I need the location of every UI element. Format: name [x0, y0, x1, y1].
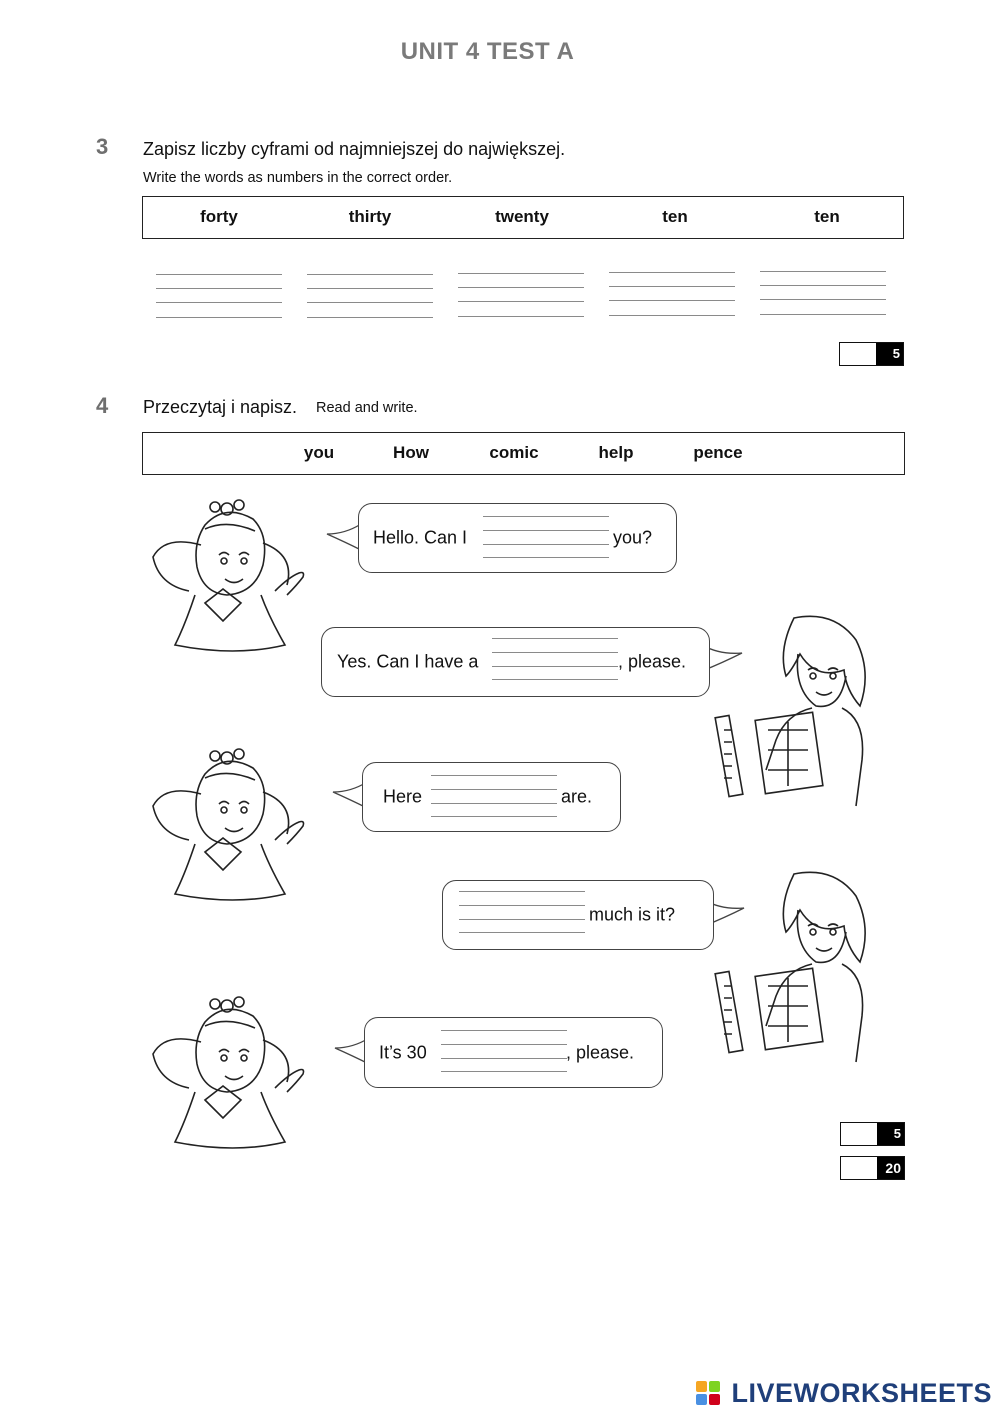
- word-ten-1: ten: [662, 207, 688, 226]
- answer-field-2[interactable]: [307, 274, 433, 320]
- exercise-4-number: 4: [96, 393, 109, 418]
- bubble-2-text-before: Yes. Can I have a: [337, 651, 479, 672]
- answer-field-1[interactable]: [156, 274, 282, 320]
- word-comic: comic: [489, 443, 539, 462]
- bubble-4-text-after: much is it?: [589, 904, 676, 925]
- exercise-3-number: 3: [96, 134, 109, 159]
- girl-illustration-1: [145, 495, 310, 655]
- word-pence: pence: [693, 443, 743, 462]
- girl-illustration-2: [145, 744, 310, 904]
- bubble-5-answer-field[interactable]: [441, 1030, 567, 1072]
- answer-field-5[interactable]: [760, 271, 886, 317]
- exercise-4-score-box: [840, 1122, 905, 1146]
- word-twenty: twenty: [495, 207, 549, 226]
- speech-bubble-2: [321, 627, 710, 697]
- page-title: UNIT 4 TEST A: [400, 38, 575, 65]
- exercise-4-instruction-en: Read and write.: [316, 400, 418, 416]
- bubble-1-text-after: you?: [613, 527, 653, 548]
- total-score: 20: [877, 1157, 904, 1179]
- bubble-2-answer-field[interactable]: [492, 638, 618, 680]
- exercise-3-instruction-en: Write the words as numbers in the correct order.: [143, 170, 453, 186]
- answer-field-4[interactable]: [609, 272, 735, 318]
- bubble-2-text-after: , please.: [618, 651, 687, 672]
- exercise-3-instruction-pl: Zapisz liczby cyframi od najmniejszej do największej.: [143, 139, 566, 159]
- word-ten-2: ten: [814, 207, 840, 226]
- exercise-3-word-box: [142, 196, 904, 239]
- speech-bubble-1: [358, 503, 677, 573]
- speech-bubble-3: [362, 762, 621, 832]
- exercise-4-instruction-pl: Przeczytaj i napisz.: [143, 397, 298, 417]
- word-how: How: [393, 443, 429, 462]
- shopkeeper-illustration-1: [716, 610, 876, 810]
- exercise-4-word-box: [142, 432, 905, 475]
- word-thirty: thirty: [348, 207, 392, 226]
- bubble-4-answer-field[interactable]: [459, 891, 585, 933]
- bubble-5-text-before: It’s 30: [379, 1042, 427, 1062]
- bubble-3-answer-field[interactable]: [431, 775, 557, 817]
- bubble-3-text-after: are.: [561, 786, 593, 807]
- total-score-box: [840, 1156, 905, 1180]
- bubble-5-text-after: , please.: [566, 1042, 635, 1062]
- bubble-3-text-before: Here: [383, 786, 423, 807]
- answer-field-3[interactable]: [458, 273, 584, 319]
- speech-bubble-4: [442, 880, 714, 950]
- word-you: you: [303, 443, 335, 462]
- bubble-1-answer-field[interactable]: [483, 516, 609, 558]
- liveworksheets-logo-icon: [696, 1381, 720, 1405]
- exercise-3-score: 5: [876, 343, 903, 365]
- exercise-3-score-box: [839, 342, 904, 366]
- liveworksheets-logo-text: LIVEWORKSHEETS: [731, 1378, 992, 1408]
- speech-bubble-5: [364, 1017, 663, 1088]
- bubble-1-text-before: Hello. Can I: [373, 527, 468, 548]
- word-forty: forty: [200, 207, 238, 226]
- exercise-4-score: 5: [877, 1123, 904, 1145]
- word-help: help: [598, 443, 634, 462]
- girl-illustration-3: [145, 992, 310, 1152]
